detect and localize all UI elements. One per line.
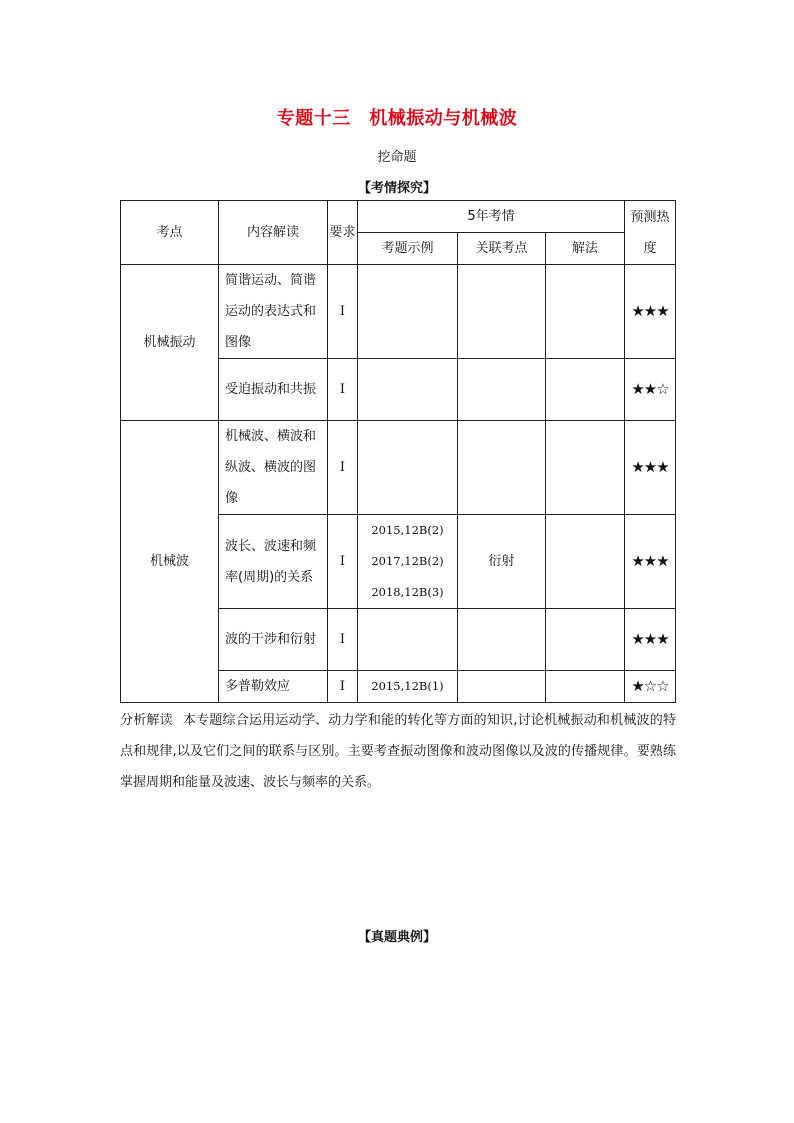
section-heading-real-examples: 【真题典例】	[357, 930, 436, 945]
row-requirement: Ⅰ	[328, 265, 358, 359]
row-requirement: Ⅰ	[328, 515, 358, 609]
row-heat-stars: ★★★	[625, 421, 676, 515]
row-heat-stars: ★☆☆	[625, 671, 676, 703]
row-related: 衍射	[458, 515, 546, 609]
row-examples	[358, 359, 458, 421]
row-method	[546, 671, 625, 703]
row-content: 波的干涉和衍射	[219, 609, 328, 671]
row-examples: 2015,12B(1)	[358, 671, 458, 703]
header-content: 内容解读	[219, 201, 328, 265]
row-examples	[358, 515, 458, 609]
exam-example: 2017,12B(2)	[371, 554, 444, 568]
row-method	[546, 515, 625, 609]
row-heat-stars: ★★☆	[625, 359, 676, 421]
row-content: 简谐运动、简谐运动的表达式和图像	[219, 265, 328, 359]
row-requirement: Ⅰ	[328, 671, 358, 703]
row-requirement: Ⅰ	[328, 609, 358, 671]
document-subtitle: 挖命题	[377, 150, 417, 165]
row-heat-stars: ★★★	[625, 609, 676, 671]
row-content: 多普勒效应	[219, 671, 328, 703]
row-content: 机械波、横波和纵波、横波的图像	[219, 421, 328, 515]
row-method	[546, 609, 625, 671]
header-related: 关联考点	[458, 233, 546, 265]
group-name: 机械振动	[121, 265, 219, 421]
exam-analysis-table	[120, 200, 676, 703]
row-heat-stars: ★★★	[625, 515, 676, 609]
row-method	[546, 421, 625, 515]
analysis-label: 分析解读	[120, 713, 173, 728]
row-requirement: Ⅰ	[328, 421, 358, 515]
section-heading-exam-analysis: 【考情探究】	[357, 181, 436, 196]
group-name: 机械波	[121, 421, 219, 703]
row-heat-stars: ★★★	[625, 265, 676, 359]
row-related	[458, 421, 546, 515]
header-forecast: 预测热度	[625, 201, 676, 265]
analysis-text: 本专题综合运用运动学、动力学和能的转化等方面的知识,讨论机械振动和机械波的特点和规律,以及它们之间的联系与区别。主要考查振动图像和波动图像以及波的传播规律。要熟练掌握周期和能量及波速、波长与频率的关系。	[120, 713, 676, 790]
row-examples	[358, 265, 458, 359]
row-method	[546, 359, 625, 421]
row-examples	[358, 609, 458, 671]
row-related	[458, 359, 546, 421]
exam-example: 2018,12B(3)	[371, 585, 444, 599]
header-examples: 考题示例	[358, 233, 458, 265]
row-requirement: Ⅰ	[328, 359, 358, 421]
table-row	[121, 421, 676, 515]
exam-example: 2015,12B(2)	[371, 523, 444, 537]
row-related	[458, 265, 546, 359]
header-method: 解法	[546, 233, 625, 265]
analysis-paragraph	[120, 705, 676, 798]
row-method	[546, 265, 625, 359]
document-title: 专题十三 机械振动与机械波	[276, 108, 518, 129]
row-related	[458, 671, 546, 703]
row-content: 波长、波速和频率(周期)的关系	[219, 515, 328, 609]
row-content: 受迫振动和共振	[219, 359, 328, 421]
header-requirement: 要求	[328, 201, 358, 265]
row-related	[458, 609, 546, 671]
header-five-years: 5年考情	[358, 201, 625, 233]
table-row	[121, 265, 676, 359]
header-kaodian: 考点	[121, 201, 219, 265]
row-examples	[358, 421, 458, 515]
